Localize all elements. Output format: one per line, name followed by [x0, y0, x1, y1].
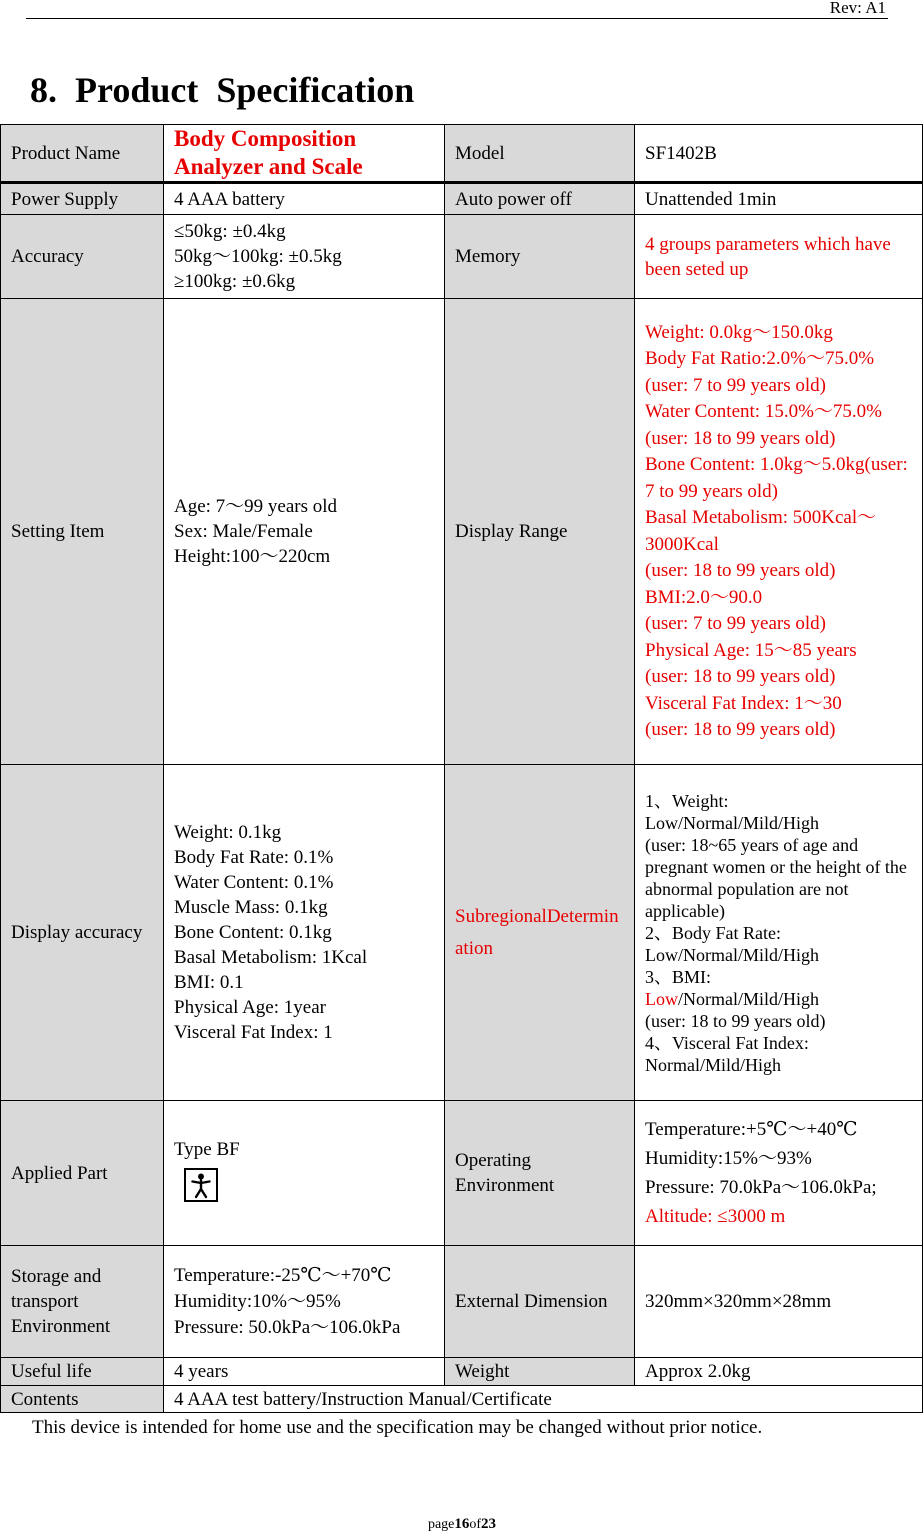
contents-value: 4 AAA test battery/Instruction Manual/Certificate — [164, 1386, 923, 1413]
storage-env-line: Pressure: 50.0kPa～106.0kPa — [174, 1316, 401, 1338]
subregional-bmi-low: Low — [645, 988, 678, 1009]
display-accuracy-line: Physical Age: 1year — [174, 997, 326, 1018]
subregional-bmi-rest: /Normal/Mild/High — [678, 988, 819, 1009]
subregional-bodyfat-title: 2、Body Fat Rate: — [645, 922, 781, 943]
display-range-line: (user: 7 to 99 years old) — [645, 613, 826, 634]
useful-life-value: 4 years — [164, 1358, 445, 1386]
useful-life-label: Useful life — [1, 1358, 164, 1386]
power-supply-label: Power Supply — [1, 183, 164, 215]
product-name-value — [164, 125, 445, 183]
subregional-weight-title: 1、Weight: — [645, 790, 729, 811]
revision-label: Rev: A1 — [829, 0, 886, 17]
page-prefix: page — [427, 1517, 455, 1532]
display-accuracy-label: Display accuracy — [1, 765, 164, 1101]
subregional-weight-levels: Low/Normal/Mild/High — [645, 812, 819, 833]
product-name-line: Analyzer and Scale — [174, 154, 363, 179]
setting-item-line: Age: 7～99 years old — [174, 496, 338, 517]
subregional-bmi-levels — [645, 988, 912, 1010]
subregional-label: SubregionalDetermination — [445, 765, 635, 1101]
accuracy-line: ≤50kg: ±0.4kg — [174, 221, 286, 242]
subregional-visceral-title: 4、Visceral Fat Index: — [645, 1032, 809, 1053]
external-dimension-value: 320mm×320mm×28mm — [635, 1246, 923, 1358]
setting-item-value — [164, 299, 445, 765]
display-range-line: Body Fat Ratio:2.0%～75.0%(user: 7 to 99 years old) — [645, 348, 875, 396]
accuracy-line: 50kg～100kg: ±0.5kg — [174, 246, 342, 267]
memory-value: 4 groups parameters which have been seted up — [635, 215, 923, 299]
header-rule — [26, 18, 888, 19]
operating-env-altitude: Altitude: ≤3000 m — [645, 1206, 786, 1227]
page-current: 16 — [454, 1516, 470, 1532]
contents-label: Contents — [1, 1386, 164, 1413]
auto-power-off-label: Auto power off — [445, 183, 635, 215]
applied-part-label: Applied Part — [1, 1101, 164, 1246]
subregional-bodyfat-levels: Low/Normal/Mild/High — [645, 944, 819, 965]
storage-env-line: Humidity:10%～95% — [174, 1290, 341, 1312]
display-range-label: Display Range — [445, 299, 635, 765]
auto-power-off-value: Unattended 1min — [635, 183, 923, 215]
product-name-line: Body Composition — [174, 126, 357, 151]
display-range-line: Physical Age: 15～85 years — [645, 639, 857, 661]
display-accuracy-line: Visceral Fat Index: 1 — [174, 1022, 333, 1043]
display-range-line: Visceral Fat Index: 1～30 — [645, 692, 842, 714]
display-accuracy-line: Bone Content: 0.1kg — [174, 922, 332, 943]
weight-label: Weight — [445, 1358, 635, 1386]
display-range-line: BMI:2.0～90.0 — [645, 586, 763, 608]
model-value: SF1402B — [635, 125, 923, 183]
accuracy-line: ≥100kg: ±0.6kg — [174, 271, 296, 292]
display-range-line: (user: 18 to 99 years old) — [645, 560, 836, 581]
display-accuracy-value — [164, 765, 445, 1101]
display-accuracy-line: Water Content: 0.1% — [174, 872, 334, 893]
storage-env-line: Temperature:-25℃～+70℃ — [174, 1264, 392, 1286]
page-title: 8. Product Specification — [30, 70, 415, 110]
setting-item-line: Height:100～220cm — [174, 546, 331, 567]
display-accuracy-line: Muscle Mass: 0.1kg — [174, 897, 328, 918]
display-range-line: Basal Metabolism: 500Kcal～3000Kcal — [645, 507, 877, 555]
external-dimension-label: External Dimension — [445, 1246, 635, 1358]
display-accuracy-line: Basal Metabolism: 1Kcal — [174, 947, 368, 968]
operating-env-line: Humidity:15%～93% — [645, 1148, 812, 1169]
storage-env-label: Storage and transport Environment — [1, 1246, 164, 1358]
weight-value: Approx 2.0kg — [635, 1358, 923, 1386]
setting-item-line: Sex: Male/Female — [174, 521, 313, 542]
specification-table — [0, 124, 923, 1413]
subregional-bmi-title: 3、BMI: — [645, 966, 712, 987]
display-range-line: (user: 18 to 99 years old) — [645, 719, 836, 740]
accuracy-label: Accuracy — [1, 215, 164, 299]
display-range-line: Weight: 0.0kg～150.0kg — [645, 321, 833, 343]
accuracy-value — [164, 215, 445, 299]
storage-env-value — [164, 1246, 445, 1358]
subregional-bmi-note: (user: 18 to 99 years old) — [645, 1010, 826, 1031]
display-accuracy-line: Body Fat Rate: 0.1% — [174, 847, 334, 868]
memory-label: Memory — [445, 215, 635, 299]
product-name-label: Product Name — [1, 125, 164, 183]
display-accuracy-line: BMI: 0.1 — [174, 972, 244, 993]
type-bf-person-icon — [184, 1168, 218, 1202]
model-label: Model — [445, 125, 635, 183]
setting-item-label: Setting Item — [1, 299, 164, 765]
page-number — [0, 1516, 924, 1533]
operating-env-label: Operating Environment — [445, 1101, 635, 1246]
applied-part-type: Type BF — [174, 1139, 240, 1160]
display-accuracy-line: Weight: 0.1kg — [174, 822, 282, 843]
applied-part-value — [164, 1101, 445, 1246]
display-range-line: Water Content: 15.0%～75.0%(user: 18 to 99 years old) — [645, 401, 882, 449]
operating-env-line: Temperature:+5℃～+40℃ — [645, 1119, 858, 1140]
page-of: of — [469, 1517, 482, 1532]
subregional-weight-note: (user: 18~65 years of age and pregnant women or the height of the abnormal population are not applicable) — [645, 834, 907, 921]
display-range-value — [635, 299, 923, 765]
display-range-line: Bone Content: 1.0kg～5.0kg(user: 7 to 99 years old) — [645, 454, 908, 502]
operating-env-line: Pressure: 70.0kPa～106.0kPa; — [645, 1177, 877, 1198]
subregional-visceral-levels: Normal/Mild/High — [645, 1054, 781, 1075]
operating-env-value — [635, 1101, 923, 1246]
page-total: 23 — [481, 1516, 497, 1532]
subregional-value — [635, 765, 923, 1101]
power-supply-value: 4 AAA battery — [164, 183, 445, 215]
display-range-line: (user: 18 to 99 years old) — [645, 666, 836, 687]
disclaimer-note: This device is intended for home use and the specification may be changed without prior notice. — [32, 1417, 763, 1438]
